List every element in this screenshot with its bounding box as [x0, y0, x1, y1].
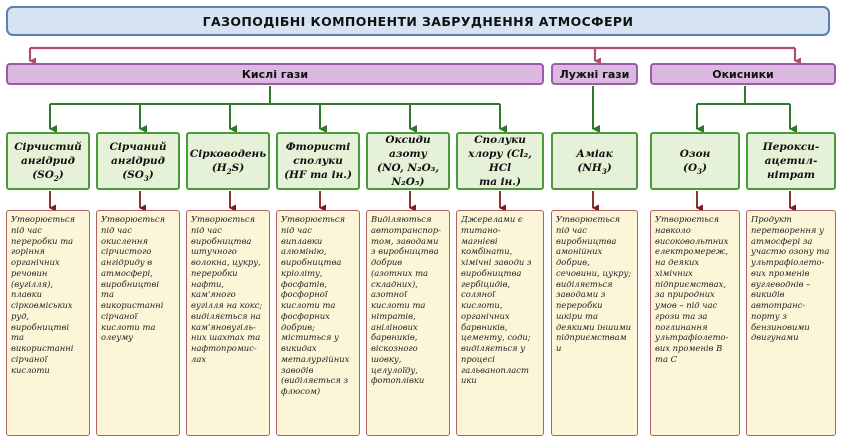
component-line: хлору (Cl₂, HCl — [468, 147, 532, 174]
component-line: нітрат — [766, 169, 815, 182]
description-line: ики — [461, 375, 477, 386]
description-line: Утворюється — [655, 214, 720, 224]
description-line: металургійних — [281, 353, 350, 364]
description-line: заводів — [281, 364, 314, 375]
description-line: атмосфері, — [101, 267, 153, 278]
description-line: хімічних — [655, 267, 693, 278]
category-alkaline-gases: Лужні гази — [551, 63, 638, 85]
component-line: (NO, N₂O₃, — [376, 162, 439, 174]
description-line: нітратів, — [371, 310, 416, 321]
description-line: Джерелами є — [461, 214, 523, 224]
component-line: ангідрид (SO — [111, 154, 165, 182]
description-line: кислоти, — [461, 300, 503, 310]
description-line: амонійних — [556, 246, 603, 257]
description-line: добрив, — [556, 257, 590, 267]
description-line: порту з — [751, 310, 787, 321]
component-line: Аміак — [576, 147, 613, 160]
description-line: переробки та — [11, 235, 74, 246]
description-line: використанні — [11, 343, 74, 353]
component-line: N₂O₅) — [391, 176, 425, 189]
description-line: виробництва — [281, 257, 342, 267]
description-line: (азотних та — [371, 267, 429, 278]
description-line: (вугілля), — [11, 278, 54, 289]
diagram-title: ГАЗОПОДІБНІ КОМПОНЕНТИ ЗАБРУДНЕННЯ АТМОСФЕРИ — [6, 6, 830, 36]
description-line: шкіри та — [556, 310, 598, 321]
description-nitrogen-oxides — [366, 210, 450, 436]
description-line: виділяється на — [191, 310, 261, 321]
description-line: електромереж, — [655, 246, 728, 257]
description-line: та С — [655, 353, 678, 364]
component-line: ацетил- — [764, 154, 818, 167]
description-line: кислоти та — [371, 300, 426, 310]
description-line: вих променів В — [655, 343, 723, 353]
description-line: за природних — [655, 289, 715, 300]
description-line: фосфорної — [281, 289, 328, 300]
category-oxidizers: Окисники — [650, 63, 836, 85]
description-line: ангідриду в — [101, 257, 153, 267]
description-line: під час — [191, 224, 222, 235]
component-line: Перокси- — [762, 140, 820, 153]
description-line: азотної — [371, 289, 407, 300]
description-line: флюсом) — [281, 386, 321, 396]
component-ozone — [650, 132, 740, 190]
component-line: та ін.) — [479, 176, 521, 189]
description-line: нафтопромис- — [191, 343, 257, 353]
description-line: и — [556, 343, 562, 353]
description-line: кислоти — [11, 364, 50, 375]
component-line: Сірчистий — [14, 140, 82, 153]
description-line: під час виплавки — [281, 224, 323, 246]
description-line: речовин — [11, 267, 48, 278]
component-line: (H — [211, 162, 227, 174]
component-line: ) — [702, 162, 707, 174]
component-line: Сірчаний — [109, 140, 167, 153]
description-line: волокна, цукру, — [191, 257, 261, 267]
component-subscript: 3 — [143, 174, 149, 184]
description-line: на деяких — [655, 257, 700, 267]
description-line: викидах — [281, 343, 317, 353]
description-line: барвників, — [461, 321, 508, 332]
component-sulfur-trioxide — [96, 132, 180, 190]
description-line: виділяється — [556, 278, 613, 289]
description-line: кам'яного — [191, 289, 236, 300]
description-line: під час — [556, 224, 587, 235]
description-line: участю озону та — [751, 246, 830, 257]
component-line: Оксиди азоту — [385, 133, 431, 160]
description-line: них шахтах та — [191, 332, 261, 343]
description-line: ультрафіолето- — [751, 257, 825, 267]
description-line: Утворюється — [101, 214, 166, 224]
component-line: Фтористі — [285, 140, 351, 153]
description-line: виробництві — [101, 278, 160, 289]
description-line: кріоліту, — [281, 267, 323, 278]
description-line: ультрафіолето- — [655, 332, 729, 343]
description-line: вугілля на кокс; — [191, 300, 263, 310]
component-subscript: 2 — [226, 167, 232, 177]
description-fluorine-compounds — [276, 210, 360, 436]
description-line: Утворюється — [191, 214, 256, 224]
component-line: ) — [148, 169, 154, 182]
description-line: вих променів — [751, 267, 810, 278]
description-line: сечовини, цукру; — [556, 267, 632, 278]
description-line: з виробництва — [371, 246, 439, 257]
description-line: олеуму — [101, 332, 133, 343]
description-line: гербіцидів, — [461, 278, 511, 289]
description-line: перетворення у — [751, 224, 824, 235]
component-peroxyacetyl-nitrate — [746, 132, 836, 190]
description-line: органічних — [461, 310, 510, 321]
description-line: виробництві — [11, 321, 70, 332]
description-sulfur-dioxide — [6, 210, 90, 436]
description-line: складних), — [371, 278, 418, 289]
description-line: під час — [101, 224, 132, 235]
component-hydrogen-sulfide — [186, 132, 270, 190]
component-line: ) — [58, 169, 64, 182]
description-line: кислоти та — [101, 321, 156, 332]
description-line: виділяється у — [461, 343, 526, 353]
description-line: автотранс- — [751, 300, 806, 310]
component-line: ) — [606, 162, 612, 174]
description-line: автотранспор- — [371, 224, 441, 235]
description-line: грози та за — [655, 310, 708, 321]
description-line: та — [101, 289, 114, 300]
description-line: горіння — [11, 246, 45, 257]
description-line: добрив — [371, 257, 403, 267]
description-line: органічних — [11, 257, 60, 267]
description-line: магнієві — [461, 235, 498, 246]
component-line: ангідрид (SO — [21, 154, 75, 182]
description-line: сірковміських — [11, 300, 73, 310]
description-line: поглинання — [655, 321, 708, 332]
component-nitrogen-oxides — [366, 132, 450, 190]
description-line: міститься у — [281, 332, 339, 343]
description-line: Виділяються — [371, 214, 432, 224]
description-line: кислоти та — [281, 300, 336, 310]
description-line: (виділяється з — [281, 375, 349, 386]
description-line: виробництва — [191, 235, 252, 246]
component-line: (O — [683, 162, 698, 174]
description-ammonia — [551, 210, 638, 436]
description-line: переробки — [191, 267, 238, 278]
description-line: штучного — [191, 246, 237, 257]
component-subscript: 3 — [601, 167, 607, 177]
component-line: (NH — [577, 162, 602, 174]
component-subscript: 3 — [697, 167, 702, 177]
component-sulfur-dioxide — [6, 132, 90, 190]
description-line: Утворюється — [11, 214, 76, 224]
description-line: Утворюється — [281, 214, 346, 224]
description-line: целулоїду, — [371, 364, 418, 375]
description-line: Продукт — [751, 214, 792, 224]
description-line: том, заводами — [371, 235, 439, 246]
description-line: фосфорних — [281, 310, 330, 321]
description-line: титано- — [461, 224, 501, 235]
description-line: плавки — [11, 289, 42, 300]
description-line: підприємствам — [556, 332, 627, 343]
description-line: переробки — [556, 300, 603, 310]
description-line: барвників, — [371, 332, 418, 343]
description-line: сірчистого — [101, 246, 152, 257]
description-line: Утворюється — [556, 214, 621, 224]
description-line: алюмінію, — [281, 246, 327, 257]
description-line: шовку, — [371, 353, 402, 364]
description-line: під час — [11, 224, 42, 235]
description-line: двигунами — [751, 332, 799, 343]
description-line: нафти, — [191, 278, 225, 289]
component-line: S) — [231, 162, 245, 174]
description-line: деякими іншими — [556, 321, 632, 332]
description-line: анілінових — [371, 321, 418, 332]
component-line: (HF та ін.) — [284, 169, 352, 182]
description-line: цементу, соди; — [461, 332, 531, 343]
component-line: Озон — [679, 147, 711, 160]
description-line: руд, — [11, 310, 30, 321]
description-sulfur-trioxide — [96, 210, 180, 436]
description-line: заводами з — [556, 289, 606, 300]
category-acid-gases: Кислі гази — [6, 63, 544, 85]
description-line: виробництва — [461, 267, 522, 278]
description-line: атмосфері за — [751, 235, 813, 246]
description-line: лах — [191, 353, 207, 364]
component-line: Сполуки — [474, 133, 526, 146]
description-line: соляної — [461, 289, 495, 300]
description-ozone — [650, 210, 740, 436]
description-line: навколо — [655, 224, 691, 235]
description-line: бензиновими — [751, 321, 810, 332]
description-line: процесі — [461, 353, 495, 364]
component-line: сполуки — [293, 154, 343, 167]
component-chlorine-compounds — [456, 132, 544, 190]
description-line: гальванопласт — [461, 364, 529, 375]
description-line: добрив; — [281, 321, 315, 332]
description-line: кам'яновугіль- — [191, 321, 256, 332]
component-subscript: 2 — [53, 174, 59, 184]
description-line: хімічні заводи з — [461, 257, 532, 267]
component-fluorine-compounds — [276, 132, 360, 190]
description-line: використанні — [101, 300, 164, 310]
description-line: сірчаної — [11, 353, 48, 364]
description-line: фотоплівки — [371, 375, 425, 386]
description-line: виробництва — [556, 235, 617, 246]
description-line: віскозного — [371, 343, 418, 353]
component-line: Сірководень — [189, 147, 267, 160]
description-line: комбінати, — [461, 246, 513, 257]
description-line: високовольтних — [655, 235, 729, 246]
description-line: фосфатів, — [281, 278, 327, 289]
component-ammonia — [551, 132, 638, 190]
description-line: підприємствах, — [655, 278, 727, 289]
description-hydrogen-sulfide — [186, 210, 270, 436]
description-line: та — [11, 332, 24, 343]
description-line: викидів — [751, 289, 785, 300]
description-line: вуглеводнів – — [751, 278, 811, 289]
description-line: сірчаної — [101, 310, 138, 321]
description-peroxyacetyl-nitrate — [746, 210, 836, 436]
description-chlorine-compounds — [456, 210, 544, 436]
description-line: умов – під час — [655, 300, 718, 310]
description-line: окислення — [101, 235, 148, 246]
